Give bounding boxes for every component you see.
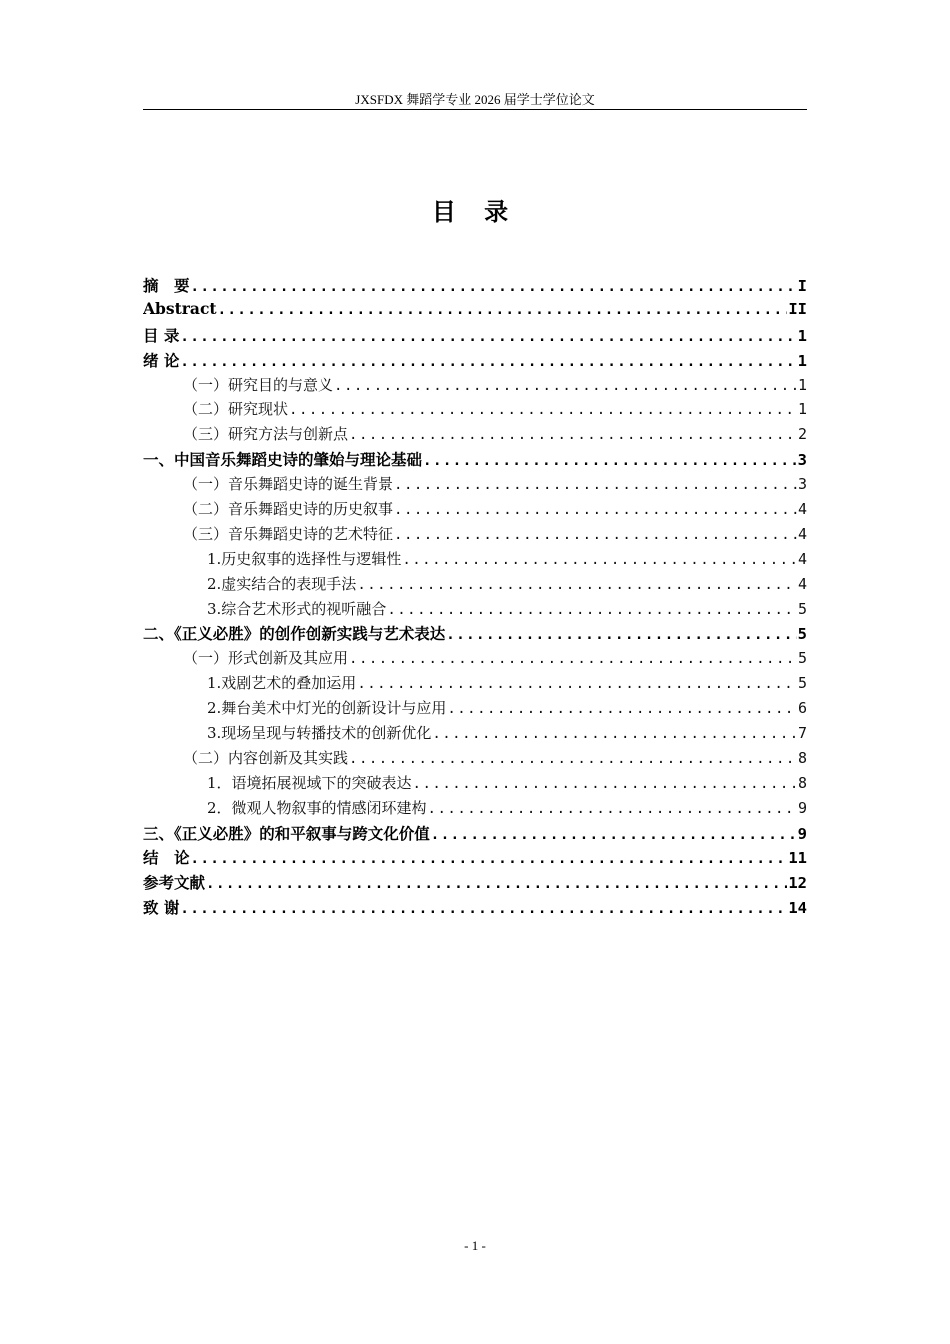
toc-leader-dots [431,827,797,843]
toc-entry-label: 2.虚实结合的表现手法 [207,574,357,593]
toc-entry-page: 6 [797,699,807,718]
toc-entry[interactable] [143,598,807,623]
toc-entry[interactable] [143,299,807,324]
toc-entry[interactable] [143,523,807,548]
toc-entry-label: 致 谢 [143,898,180,918]
toc-entry-label: 参考文献 [143,873,206,893]
toc-entry[interactable] [143,448,807,473]
toc-entry[interactable] [143,772,807,797]
toc-entry[interactable] [143,896,807,921]
header-rule [143,109,807,110]
toc-entry-page: 11 [788,849,807,868]
toc-leader-dots [413,776,797,792]
toc-leader-dots [402,552,797,568]
toc-entry-label: （二）研究现状 [183,400,289,419]
toc-leader-dots [357,577,797,593]
toc-entry[interactable] [143,374,807,399]
page-header: JXSFDX 舞蹈学专业 2026 届学士学位论文 [355,92,595,107]
toc-entry-label: 1．语境拓展视域下的突破表达 [207,773,412,792]
toc-entry-label: 1.戏剧艺术的叠加运用 [207,674,357,693]
toc-entry[interactable] [143,697,807,722]
toc-title: 目 录 [431,197,519,226]
toc-leader-dots [180,901,787,917]
toc-leader-dots [447,701,797,717]
toc-entry-page: 5 [797,649,807,668]
toc-entry[interactable] [143,797,807,822]
toc-leader-dots [180,354,796,370]
toc-entry-label: （一）研究目的与意义 [183,375,334,394]
toc-entry[interactable] [143,423,807,448]
toc-leader-dots [289,402,797,418]
toc-leader-dots [387,602,797,618]
toc-entry[interactable] [143,822,807,847]
toc-leader-dots [446,627,796,643]
toc-entry-page: 1 [797,351,807,370]
table-of-contents [143,274,807,921]
toc-entry-page: 3 [797,451,807,470]
toc-entry[interactable] [143,473,807,498]
toc-leader-dots [432,726,797,742]
toc-entry[interactable] [143,498,807,523]
toc-entry[interactable] [143,349,807,374]
toc-entry-page: 1 [797,375,807,394]
toc-entry-page: 1 [797,326,807,345]
toc-entry-label: 绪 论 [143,350,180,370]
toc-leader-dots [191,851,788,867]
toc-entry-page: 9 [797,798,807,817]
toc-leader-dots [428,801,797,817]
toc-entry[interactable] [143,622,807,647]
toc-entry-label: 三、《正义必胜》的和平叙事与跨文化价值 [143,823,430,843]
toc-entry-label: 1.历史叙事的选择性与逻辑性 [207,549,402,568]
toc-entry[interactable] [143,274,807,299]
toc-entry-page: 3 [797,475,807,494]
toc-entry-label: 3.综合艺术形式的视听融合 [207,599,387,618]
toc-entry[interactable] [143,846,807,871]
toc-entry-label: （二）音乐舞蹈史诗的历史叙事 [183,500,394,519]
toc-entry[interactable] [143,722,807,747]
toc-entry-label: 3.现场呈现与转播技术的创新优化 [207,724,432,743]
toc-entry-label: （一）形式创新及其应用 [183,649,349,668]
toc-entry-label: Abstract [143,298,217,318]
toc-leader-dots [423,453,797,469]
page-number: - 1 - [464,1238,486,1253]
toc-entry-label: （一）音乐舞蹈史诗的诞生背景 [183,475,394,494]
toc-entry-page: 4 [797,524,807,543]
toc-entry-label: （三）研究方法与创新点 [183,425,349,444]
toc-entry-label: 2．微观人物叙事的情感闭环建构 [207,798,427,817]
toc-leader-dots [349,427,797,443]
toc-entry[interactable] [143,324,807,349]
toc-entry-label: （二）内容创新及其实践 [183,748,349,767]
toc-entry-page: 14 [788,899,807,918]
toc-entry-label: 摘 要 [143,276,190,295]
toc-leader-dots [218,302,788,318]
toc-leader-dots [334,378,797,394]
toc-entry[interactable] [143,647,807,672]
toc-entry-page: II [788,299,807,318]
toc-entry[interactable] [143,747,807,772]
toc-entry-page: 4 [797,574,807,593]
toc-entry-label: 2.舞台美术中灯光的创新设计与应用 [207,699,447,718]
toc-entry[interactable] [143,871,807,896]
toc-leader-dots [206,876,787,892]
toc-entry[interactable] [143,672,807,697]
toc-leader-dots [191,279,797,295]
toc-entry-page: 2 [797,425,807,444]
toc-leader-dots [349,651,797,667]
toc-entry-page: 12 [788,874,807,893]
toc-entry-page: 5 [797,625,807,644]
toc-entry-label: 一、中国音乐舞蹈史诗的肇始与理论基础 [143,450,423,470]
toc-entry-page: 4 [797,549,807,568]
toc-leader-dots [394,527,797,543]
toc-leader-dots [394,502,797,518]
toc-entry-label: 结 论 [143,848,190,868]
toc-entry-page: 8 [797,773,807,792]
toc-entry[interactable] [143,573,807,598]
toc-entry-label: 目 录 [143,325,180,345]
toc-entry-page: 7 [797,724,807,743]
toc-leader-dots [357,676,797,692]
toc-entry-page: 1 [797,400,807,419]
toc-entry-page: 9 [797,824,807,843]
toc-leader-dots [394,477,797,493]
toc-entry-page: 5 [797,599,807,618]
toc-entry[interactable] [143,548,807,573]
toc-leader-dots [349,751,797,767]
toc-entry-page: 8 [797,748,807,767]
toc-entry-page: 5 [797,674,807,693]
toc-leader-dots [180,329,796,345]
toc-entry-label: 二、《正义必胜》的创作创新实践与艺术表达 [143,624,446,644]
toc-entry-label: （三）音乐舞蹈史诗的艺术特征 [183,524,394,543]
toc-entry[interactable] [143,398,807,423]
toc-entry-page: 4 [797,500,807,519]
toc-entry-page: I [797,277,807,295]
